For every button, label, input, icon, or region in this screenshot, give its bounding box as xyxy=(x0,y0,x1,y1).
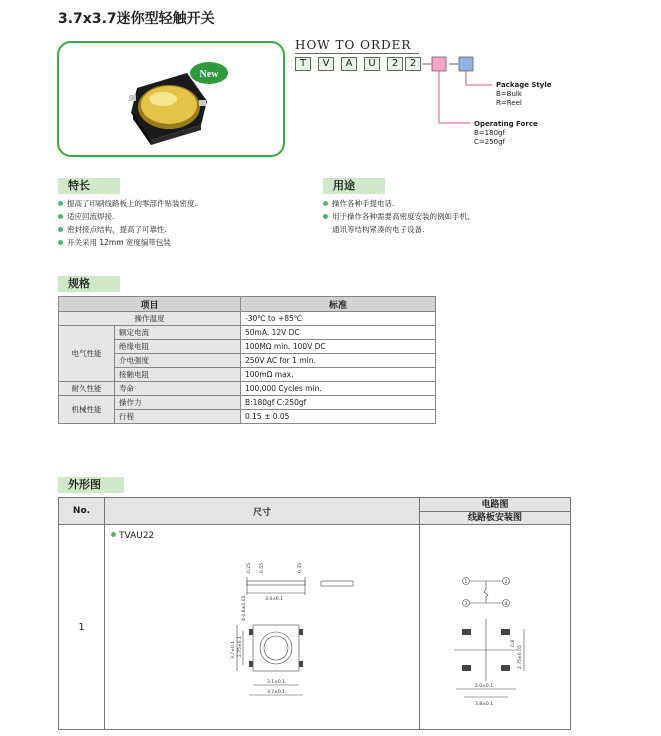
order-code-char: U xyxy=(364,57,380,71)
order-code-char: A xyxy=(341,57,357,71)
spec-label: 行程 xyxy=(115,410,241,424)
table-row xyxy=(59,525,571,730)
dim-header-no: No. xyxy=(59,498,105,525)
spec-value: -30℃ to +85℃ xyxy=(241,312,436,326)
spec-group: 电气性能 xyxy=(59,326,115,382)
dim-label: 3.4±0.1 xyxy=(265,597,284,602)
spec-table xyxy=(58,296,436,424)
list-item: 用于操作各种需要高密度安装的例如手机、 通讯等结构紧凑的电子设备. xyxy=(323,210,475,236)
dim-label: 2.75±0.05 xyxy=(518,645,523,669)
dim-header-diagrams xyxy=(420,498,571,525)
dimensions-heading: 外形图 xyxy=(58,477,124,493)
spec-value: 250V AC for 1 min. xyxy=(241,354,436,368)
dim-label: 0.25 xyxy=(247,562,252,573)
order-code-diagram xyxy=(420,55,500,125)
page-title: 3.7x3.7迷你型轻触开关 xyxy=(58,11,215,27)
spec-group: 耐久性能 xyxy=(59,382,115,396)
dim-label: 0.55 xyxy=(260,562,265,573)
order-code-char: 2 xyxy=(405,57,421,71)
spec-value: 0.15 ± 0.05 xyxy=(241,410,436,424)
dim-label: 2.75±0.1 xyxy=(238,636,243,657)
package-style-option: B=Bulk xyxy=(496,90,522,98)
dim-label: 3.1±0.1 xyxy=(267,680,286,685)
operating-force-title: Operating Force xyxy=(474,120,538,128)
spec-value: B:180gf C:250gf xyxy=(241,396,436,410)
pin-label: 4 xyxy=(504,602,508,607)
model-label xyxy=(111,531,154,541)
order-code-char: T xyxy=(295,57,311,71)
dim-label: 3.7±0.1 xyxy=(231,640,236,659)
uses-heading: 用途 xyxy=(323,178,385,194)
dim-label: 0.35 xyxy=(298,562,303,573)
package-style-title: Package Style xyxy=(496,81,552,89)
spec-label: 寿命 xyxy=(115,382,241,396)
spec-label: 操作温度 xyxy=(59,312,241,326)
divider xyxy=(295,53,419,54)
dim-label: 4-0.6±0.05 xyxy=(242,595,247,621)
spec-label: 额定电流 xyxy=(115,326,241,340)
list-item: 开关采用 12mm 宽度编带包装 xyxy=(58,236,197,249)
model-name: TVAU22 xyxy=(119,531,155,541)
circuit-diagram xyxy=(450,565,560,715)
table-row xyxy=(59,312,436,326)
pin-label: 3 xyxy=(464,602,468,607)
table-row xyxy=(59,340,436,354)
spec-group: 机械性能 xyxy=(59,396,115,424)
spec-header-item: 项目 xyxy=(59,297,241,312)
list-item: 操作各种手提电话. xyxy=(323,197,475,210)
dim-circuit-cell xyxy=(420,525,571,730)
switch-product-image xyxy=(59,43,283,155)
bullet-icon xyxy=(111,532,116,537)
new-badge-text: New xyxy=(199,69,219,80)
table-row xyxy=(59,382,436,396)
dim-label: 0.8 xyxy=(511,639,516,647)
dim-label: 3.8±0.1 xyxy=(475,702,494,707)
specs-heading: 规格 xyxy=(58,276,120,292)
table-row xyxy=(59,368,436,382)
order-code-char: 2 xyxy=(387,57,403,71)
features-list xyxy=(58,197,197,249)
dim-row-no: 1 xyxy=(59,525,105,730)
list-item: 适应回流焊接. xyxy=(58,210,197,223)
spec-value: 100MΩ min. 100V DC xyxy=(241,340,436,354)
spec-value: 100,000 Cycles min. xyxy=(241,382,436,396)
spec-label: 绝缘电阻 xyxy=(115,340,241,354)
operating-force-option: C=250gf xyxy=(474,138,506,146)
product-image-box xyxy=(57,41,285,157)
operating-force-option: B=180gf xyxy=(474,129,505,137)
table-row xyxy=(59,326,436,340)
table-row xyxy=(59,410,436,424)
dim-label: 3.7±0.1 xyxy=(267,690,286,695)
spec-label: 接触电阻 xyxy=(115,368,241,382)
how-to-order-heading: HOW TO ORDER xyxy=(295,38,412,52)
pin-label: 2 xyxy=(504,580,508,585)
dim-label: 2.0±0.1 xyxy=(475,684,494,689)
spec-label: 介电强度 xyxy=(115,354,241,368)
table-row xyxy=(59,396,436,410)
uses-list xyxy=(323,197,475,236)
spec-value: 100mΩ max. xyxy=(241,368,436,382)
list-item: 密封接点结构，提高了可靠性. xyxy=(58,223,197,236)
package-style-option: R=Reel xyxy=(496,99,522,107)
list-item: 提高了印刷线路板上的零部件贴装密度. xyxy=(58,197,197,210)
dim-drawing-cell xyxy=(105,525,420,730)
features-heading: 特长 xyxy=(58,178,120,194)
dim-header-pcb: 线路板安装图 xyxy=(467,512,522,523)
package-style-note xyxy=(496,81,552,108)
order-code-char: V xyxy=(318,57,334,71)
spec-header-standard: 标准 xyxy=(241,297,436,312)
operating-force-note xyxy=(474,120,538,147)
pin-label: 1 xyxy=(464,580,468,585)
option-box-package xyxy=(459,57,473,71)
spec-label: 操作力 xyxy=(115,396,241,410)
spec-value: 50mA. 12V DC xyxy=(241,326,436,340)
outline-drawing xyxy=(215,555,405,731)
dim-header-circuit: 电路图 xyxy=(420,499,570,512)
option-box-force xyxy=(432,57,446,71)
dim-header-size: 尺寸 xyxy=(105,498,420,525)
dimensions-table xyxy=(58,497,571,730)
table-row xyxy=(59,354,436,368)
